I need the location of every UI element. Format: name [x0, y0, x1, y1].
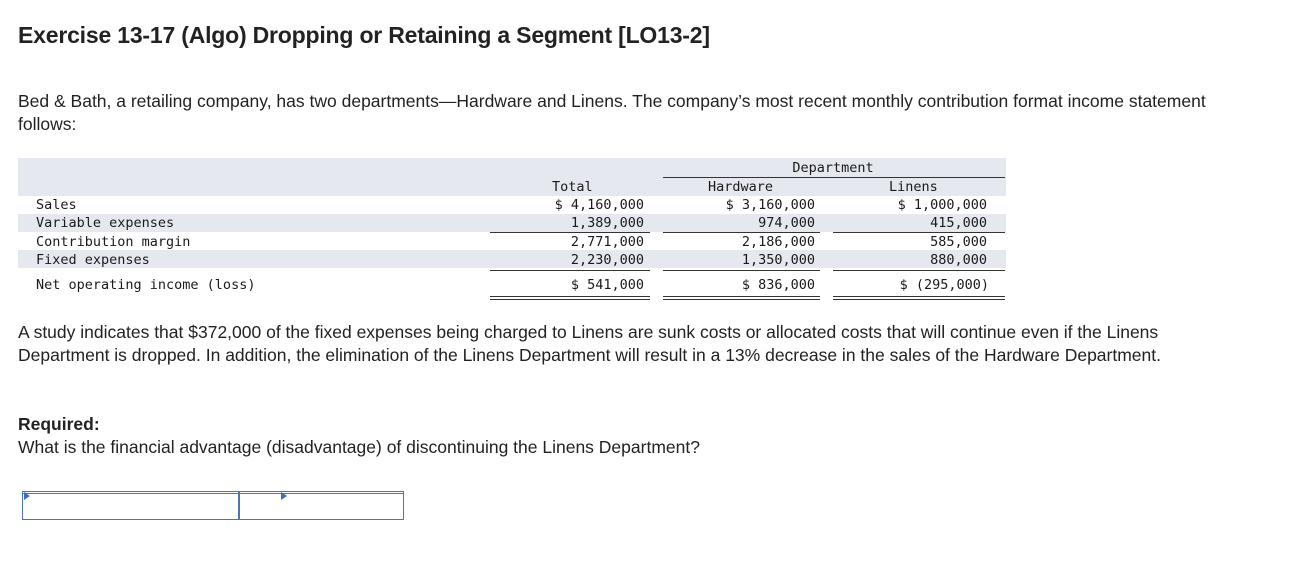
cell-sales-total: $ 4,160,000 — [554, 197, 644, 213]
cell-net-total: $ 541,000 — [570, 277, 644, 293]
row-label-contribution-margin: Contribution margin — [36, 234, 191, 250]
double-rule-hardware-b — [663, 299, 820, 300]
row-label-fixed-expenses: Fixed expenses — [36, 252, 150, 268]
cell-contribution-total: 2,771,000 — [570, 234, 644, 250]
cell-fixed-total: 2,230,000 — [570, 252, 644, 268]
rule-total-2 — [490, 270, 650, 271]
study-paragraph: A study indicates that $372,000 of the fixed expenses being charged to Linens are sunk costs or allocated costs that will continue even if the Linens Department is dropped. In addition, the elimination of the Linens Department will result in a 13% decrease in the sales of the Hardware Department. — [18, 322, 1161, 365]
row-label-sales: Sales — [36, 197, 77, 213]
double-rule-total-b — [490, 299, 650, 300]
cell-contribution-linens: 585,000 — [930, 234, 987, 250]
col-header-hardware: Hardware — [708, 179, 774, 195]
input-flag-icon-2 — [281, 492, 287, 500]
cell-variable-total: 1,389,000 — [570, 215, 644, 231]
cell-fixed-hardware: 1,350,000 — [741, 252, 815, 268]
input-flag-icon — [24, 492, 30, 500]
answer-row — [22, 491, 404, 520]
row-label-variable-expenses: Variable expenses — [36, 215, 175, 231]
row-label-net-operating-income: Net operating income (loss) — [36, 277, 256, 293]
cell-contribution-hardware: 2,186,000 — [741, 234, 815, 250]
cell-net-hardware: $ 836,000 — [741, 277, 815, 293]
double-rule-linens-b — [833, 299, 1005, 300]
question-text: What is the financial advantage (disadvantage) of discontinuing the Linens Department? — [18, 437, 700, 457]
department-header: Department — [792, 160, 874, 176]
cell-net-linens: $ (295,000) — [899, 277, 989, 293]
double-rule-linens-a — [833, 296, 1005, 297]
col-header-linens: Linens — [889, 179, 938, 195]
cell-fixed-linens: 880,000 — [930, 252, 987, 268]
cell-variable-linens: 415,000 — [930, 215, 987, 231]
col-header-total: Total — [552, 179, 593, 195]
cell-variable-hardware: 974,000 — [758, 215, 815, 231]
rule-hardware-2 — [663, 270, 820, 271]
cell-sales-hardware: $ 3,160,000 — [725, 197, 815, 213]
answer-amount-input[interactable] — [240, 492, 455, 519]
double-rule-hardware-a — [663, 296, 820, 297]
exercise-title: Exercise 13-17 (Algo) Dropping or Retaining a Segment [LO13-2] — [18, 22, 710, 48]
rule-linens-2 — [833, 270, 1005, 271]
cell-sales-linens: $ 1,000,000 — [897, 197, 987, 213]
double-rule-total-a — [490, 296, 650, 297]
answer-label-input[interactable] — [23, 492, 240, 519]
required-label: Required: — [18, 414, 100, 434]
intro-text: Bed & Bath, a retailing company, has two departments—Hardware and Linens. The company’s most recent monthly contribution format income statement follows: — [18, 91, 1206, 134]
income-statement — [18, 158, 1006, 304]
